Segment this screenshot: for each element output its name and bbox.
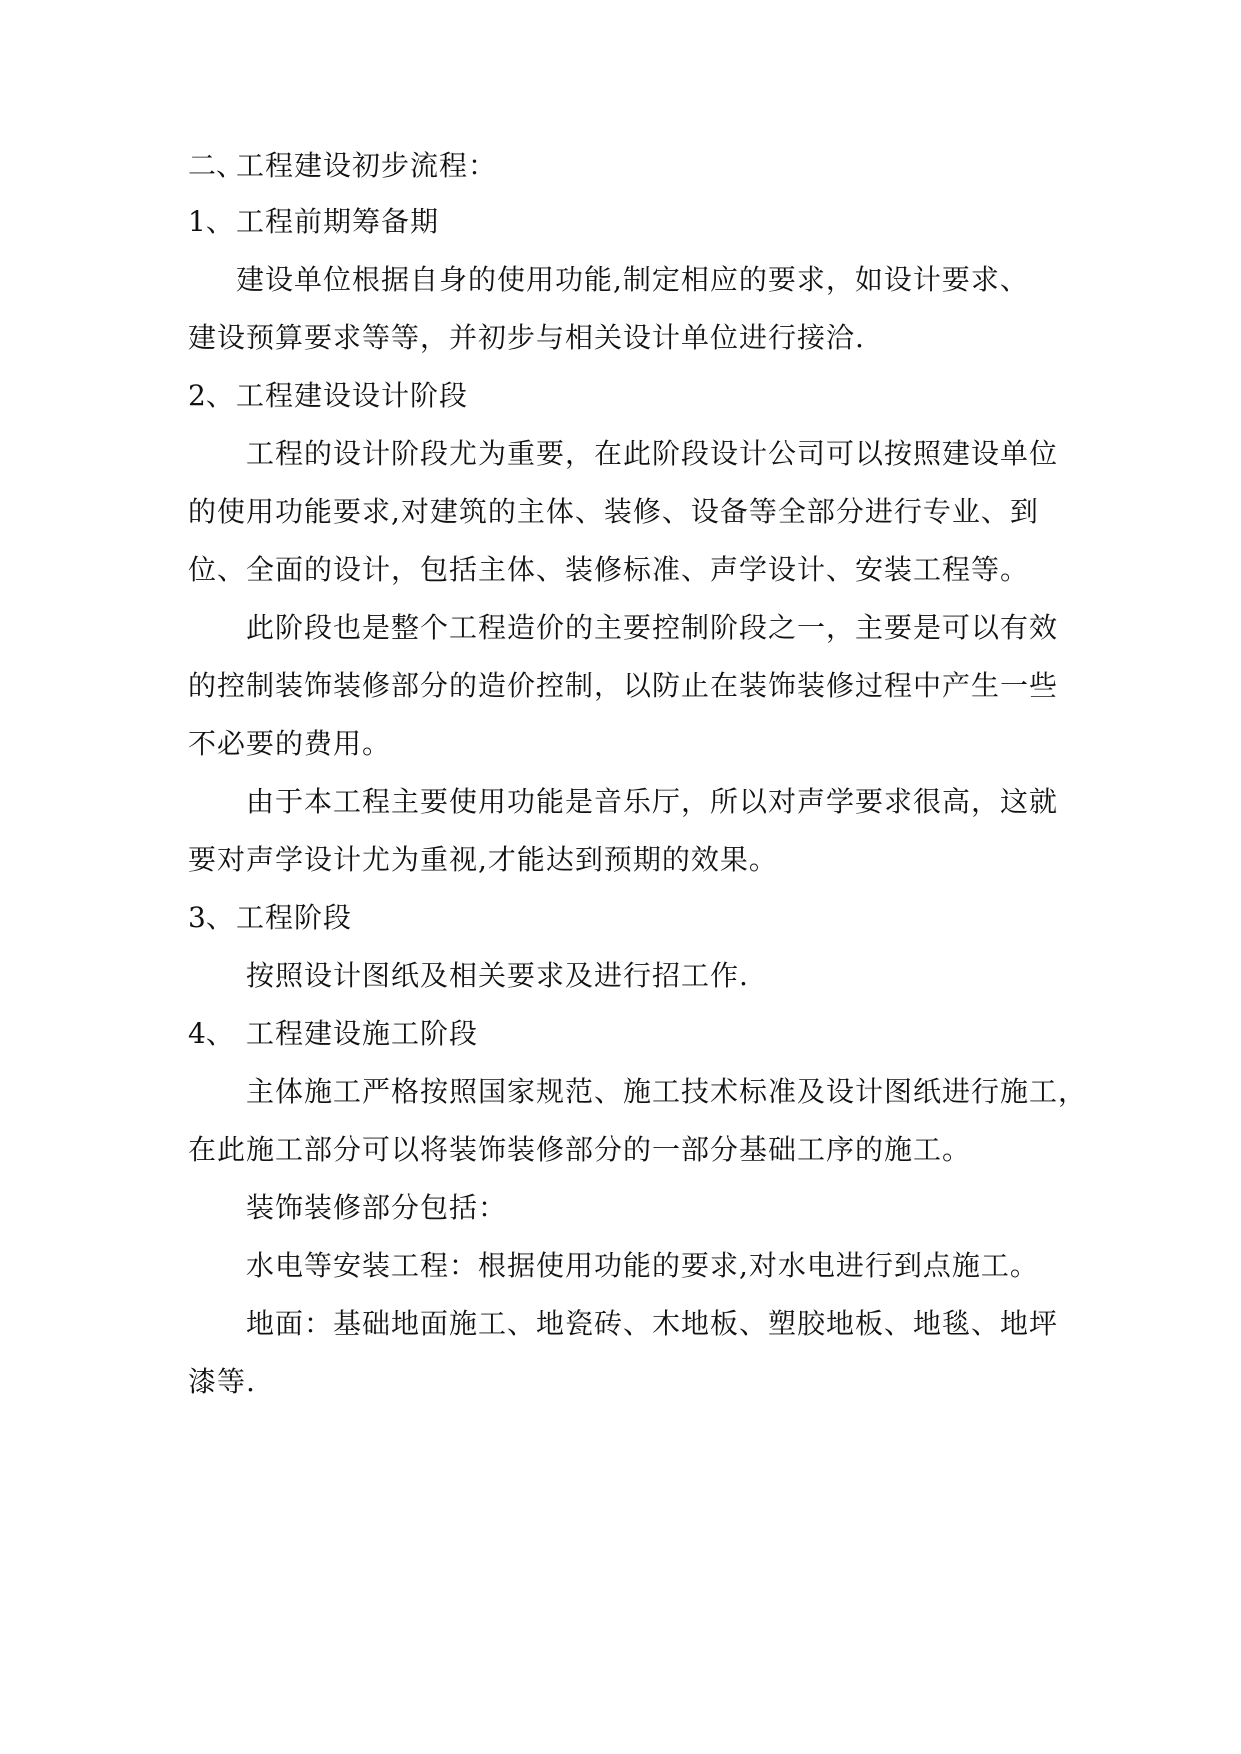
subsection-title-2: 工程建设设计阶段 [236, 379, 469, 412]
paragraph-line: 建设预算要求等等，并初步与相关设计单位进行接洽. [188, 321, 865, 354]
paragraph-line: 漆等. [188, 1365, 256, 1398]
paragraph-line: 不必要的费用。 [188, 727, 392, 760]
paragraph-line: 按照设计图纸及相关要求及进行招工作. [246, 959, 749, 992]
paragraph-line: 位、全面的设计，包括主体、装修标准、声学设计、安装工程等。 [188, 553, 1030, 586]
paragraph-line: 的控制装饰装修部分的造价控制，以防止在装饰装修过程中产生一些 [188, 669, 1059, 702]
paragraph-line: 建设单位根据自身的使用功能,制定相应的要求，如设计要求、 [236, 263, 1029, 296]
section-title: 工程建设初步流程： [236, 149, 498, 182]
paragraph-line: 地面：基础地面施工、地瓷砖、木地板、塑胶地板、地毯、地坪 [246, 1307, 1059, 1340]
paragraph-line: 工程的设计阶段尤为重要，在此阶段设计公司可以按照建设单位 [246, 437, 1059, 470]
subsection-title-1: 工程前期筹备期 [236, 205, 440, 238]
subsection-number-2: 2、 [188, 379, 234, 412]
section-number: 二、 [188, 149, 245, 182]
paragraph-line: 在此施工部分可以将装饰装修部分的一部分基础工序的施工。 [188, 1133, 972, 1166]
paragraph-line: 水电等安装工程：根据使用功能的要求,对水电进行到点施工。 [246, 1249, 1039, 1282]
paragraph-line: 由于本工程主要使用功能是音乐厅，所以对声学要求很高，这就 [246, 785, 1059, 818]
paragraph-line: 要对声学设计尤为重视,才能达到预期的效果。 [188, 843, 778, 876]
subsection-number-1: 1、 [188, 205, 234, 238]
paragraph-line: 的使用功能要求,对建筑的主体、装修、设备等全部分进行专业、到 [188, 495, 1039, 528]
paragraph-line: 主体施工严格按照国家规范、施工技术标准及设计图纸进行施工， [246, 1075, 1088, 1108]
subsection-number-3: 3、 [188, 901, 234, 934]
subsection-title-4: 工程建设施工阶段 [246, 1017, 479, 1050]
subsection-number-4: 4、 [188, 1017, 234, 1050]
subsection-title-3: 工程阶段 [236, 901, 353, 934]
paragraph-line: 装饰装修部分包括： [246, 1191, 508, 1224]
paragraph-line: 此阶段也是整个工程造价的主要控制阶段之一，主要是可以有效 [246, 611, 1059, 644]
